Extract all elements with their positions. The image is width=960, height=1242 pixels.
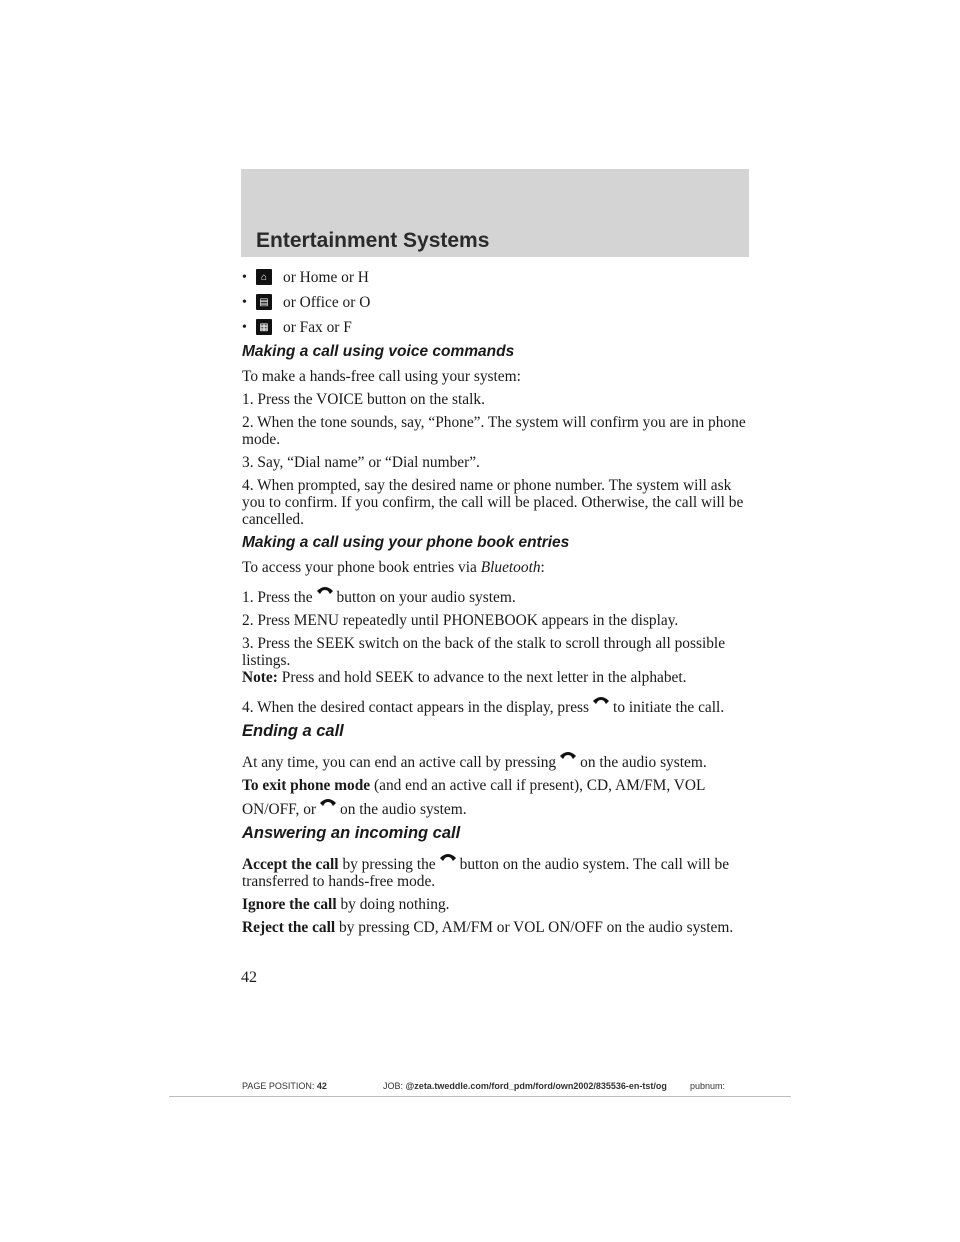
reject-call: Reject the call by pressing CD, AM/FM or VOL ON/OFF on the audio system. <box>242 919 734 936</box>
phonebook-step-4: 4. When the desired contact appears in the display, press to initiate the call. <box>242 692 750 716</box>
phone-icon <box>318 794 338 808</box>
page-number: 42 <box>241 969 257 986</box>
phonebook-heading: Making a call using your phone book entries <box>242 534 570 551</box>
page-position: PAGE POSITION: 42 <box>242 1081 327 1091</box>
voice-step-4: 4. When prompted, say the desired name or phone number. The system will ask you to confirm. If you confirm, the call will be placed. Otherwise, the call will be cancelled. <box>242 477 744 528</box>
voice-step-1: 1. Press the VOICE button on the stalk. <box>242 391 485 408</box>
job-info: JOB: @zeta.tweddle.com/ford_pdm/ford/own2002/835536-en-tst/og <box>383 1081 667 1091</box>
home-icon: ⌂ <box>256 269 272 285</box>
phone-icon <box>591 692 611 706</box>
phonebook-note: Note: Press and hold SEEK to advance to the next letter in the alphabet. <box>242 669 687 686</box>
phonebook-step-2: 2. Press MENU repeatedly until PHONEBOOK appears in the display. <box>242 612 679 629</box>
exit-phone-mode: To exit phone mode (and end an active call if present), CD, AM/FM, VOL ON/OFF, or on the audio system. <box>242 777 705 818</box>
phonebook-step-3: 3. Press the SEEK switch on the back of the stalk to scroll through all possible listings. <box>242 635 726 669</box>
list-item: • ▦ or Fax or F <box>242 318 352 336</box>
pubnum: pubnum: <box>690 1081 726 1091</box>
voice-step-3: 3. Say, “Dial name” or “Dial number”. <box>242 454 480 471</box>
list-item: • ▤ or Office or O <box>242 293 371 311</box>
section-title: Entertainment Systems <box>256 229 490 252</box>
phonebook-step-1: 1. Press the button on your audio system. <box>242 582 750 606</box>
ignore-call: Ignore the call by doing nothing. <box>242 896 450 913</box>
phone-icon <box>438 849 458 863</box>
fax-icon: ▦ <box>256 319 272 335</box>
answering-heading: Answering an incoming call <box>242 824 461 842</box>
voice-step-2: 2. When the tone sounds, say, “Phone”. The system will confirm you are in phone mode. <box>242 414 746 448</box>
voice-heading: Making a call using voice commands <box>242 343 515 360</box>
office-icon: ▤ <box>256 294 272 310</box>
phone-icon <box>558 747 578 761</box>
footer-divider <box>169 1096 791 1097</box>
phone-icon <box>315 582 335 596</box>
list-item: • ⌂ or Home or H <box>242 268 369 286</box>
ending-heading: Ending a call <box>242 722 344 740</box>
page-content <box>242 268 750 942</box>
ending-text: At any time, you can end an active call by pressing on the audio system. <box>242 747 750 771</box>
accept-call: Accept the call by pressing the button on the audio system. The call will be transferred to hands-free mode. <box>242 849 750 890</box>
voice-intro: To make a hands-free call using your system: <box>242 368 521 385</box>
phonebook-intro: To access your phone book entries via Bluetooth: <box>242 559 545 576</box>
